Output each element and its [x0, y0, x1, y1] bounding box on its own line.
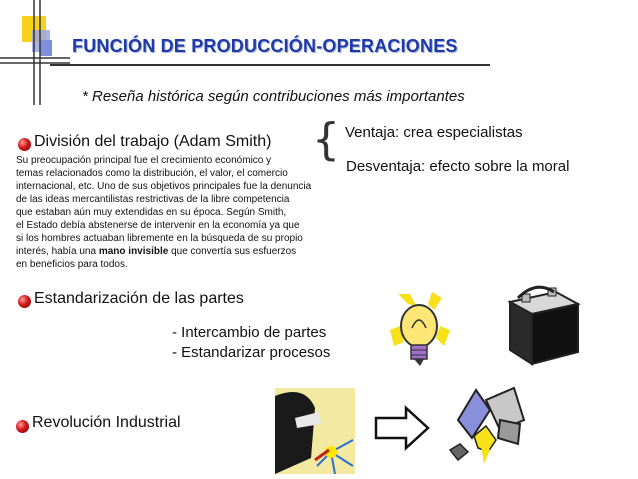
right-arrow-icon — [374, 404, 430, 452]
brace-icon: { — [312, 114, 340, 165]
body-text: interés, había una — [16, 246, 99, 257]
battery-icon — [496, 278, 586, 368]
body-line: si los hombres actuaban libremente en la búsqueda de su propio — [16, 233, 303, 244]
body-line: de las ideas mercantilistas restrictivas de la libre competencia — [16, 194, 290, 205]
revolucion-industrial-heading: Revolución Industrial — [32, 414, 181, 431]
welder-icon — [275, 388, 355, 474]
division-trabajo-body — [16, 154, 336, 271]
bullet-icon — [16, 420, 29, 433]
bullet-icon — [18, 295, 31, 308]
body-line: el Estado debía abstenerse de intervenir en la economía ya que — [16, 220, 300, 231]
body-line — [16, 245, 336, 258]
mano-invisible-text: mano invisible — [98, 246, 169, 257]
body-line: que estaban aún muy extendidas en su época. Según Smith, — [16, 207, 287, 218]
body-line: internacional, etc. Uno de sus objetivos principales fue la denuncia — [16, 181, 312, 192]
ventaja-text: Ventaja: crea especialistas — [345, 124, 523, 141]
estandarizar-item: - Estandarizar procesos — [172, 344, 331, 361]
bullet-icon — [18, 138, 31, 151]
body-text: que convertía sus esfuerzos — [168, 246, 297, 257]
body-line: temas relacionados como la distribución, el valor, el comercio — [16, 168, 288, 179]
subtitle: * Reseña histórica según contribuciones más importantes — [82, 88, 465, 105]
estandarizacion-heading: Estandarización de las partes — [34, 290, 244, 307]
intercambio-item: - Intercambio de partes — [172, 324, 327, 341]
title-underline — [50, 64, 490, 66]
lightbulb-icon — [388, 290, 450, 374]
body-line: en beneficios para todos. — [16, 259, 128, 270]
desventaja-text: Desventaja: efecto sobre la moral — [346, 158, 570, 175]
corner-decoration — [0, 0, 70, 110]
body-line: Su preocupación principal fue el crecimiento económico y — [16, 155, 272, 166]
broken-machine-icon — [440, 380, 530, 474]
page-title: FUNCIÓN DE PRODUCCIÓN-OPERACIONES — [72, 36, 458, 56]
division-trabajo-heading: División del trabajo (Adam Smith) — [34, 133, 272, 150]
